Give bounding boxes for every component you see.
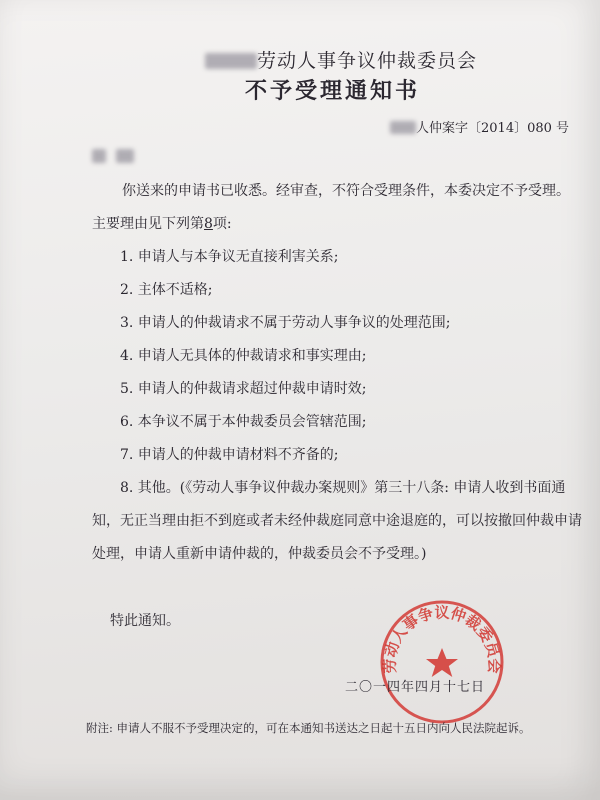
issue-date: 二〇一四年四月十七日 [345, 680, 486, 695]
reason-item-8-line-2: 知，无正当理由拒不到庭或者未经仲裁庭同意中途退庭的，可以按撤回仲裁申请 [92, 513, 582, 529]
redacted-region-name [205, 53, 257, 69]
reason-item-6: 6. 本争议不属于本仲裁委员会管辖范围; [120, 414, 367, 430]
reason-item-8-line-3: 处理，申请人重新申请仲裁的，仲裁委员会不予受理。) [92, 546, 427, 562]
reason-item-4: 4. 申请人无具体的仲裁请求和事实理由; [120, 348, 367, 364]
reason-lead: 主要理由见下列第 [92, 216, 204, 232]
reason-line [92, 213, 232, 233]
footnote: 附注: 申请人不服不予受理决定的，可在本通知书送达之日起十五日内向人民法院起诉。 [86, 721, 531, 735]
authority-suffix: 劳动人事争议仲裁委员会 [257, 50, 478, 72]
closing-notice: 特此通知。 [110, 613, 180, 629]
case-number [390, 117, 569, 136]
redacted-recipient-1 [92, 149, 106, 163]
seal-text: 劳动人事争议仲裁委员会 [380, 603, 504, 674]
official-seal-stamp [376, 596, 508, 728]
reason-item-7: 7. 申请人的仲裁申请材料不齐备的; [120, 447, 339, 463]
reason-item-3: 3. 申请人的仲裁请求不属于劳动人事争议的处理范围; [120, 315, 451, 331]
reason-item-1: 1. 申请人与本争议无直接利害关系; [120, 249, 339, 265]
reason-tail: 项: [212, 216, 232, 232]
reason-number: 8 [204, 216, 213, 232]
intro-paragraph: 你送来的申请书已收悉。经审查，不符合受理条件，本委决定不予受理。 [122, 183, 570, 199]
redacted-recipient-2 [116, 149, 134, 163]
document-title: 不予受理通知书 [245, 78, 421, 104]
redacted-case-prefix [390, 121, 416, 134]
reason-item-5: 5. 申请人的仲裁请求超过仲裁申请时效; [120, 381, 367, 397]
case-number-text: 人仲案字〔2014〕080 号 [416, 121, 570, 136]
reason-item-8-line-1: 8. 其他。(《劳动人事争议仲裁办案规则》第三十八条: 申请人收到书面通 [120, 480, 566, 496]
reason-item-2: 2. 主体不适格; [120, 282, 213, 298]
authority-name [205, 46, 477, 73]
recipient-name-redacted [92, 148, 134, 167]
